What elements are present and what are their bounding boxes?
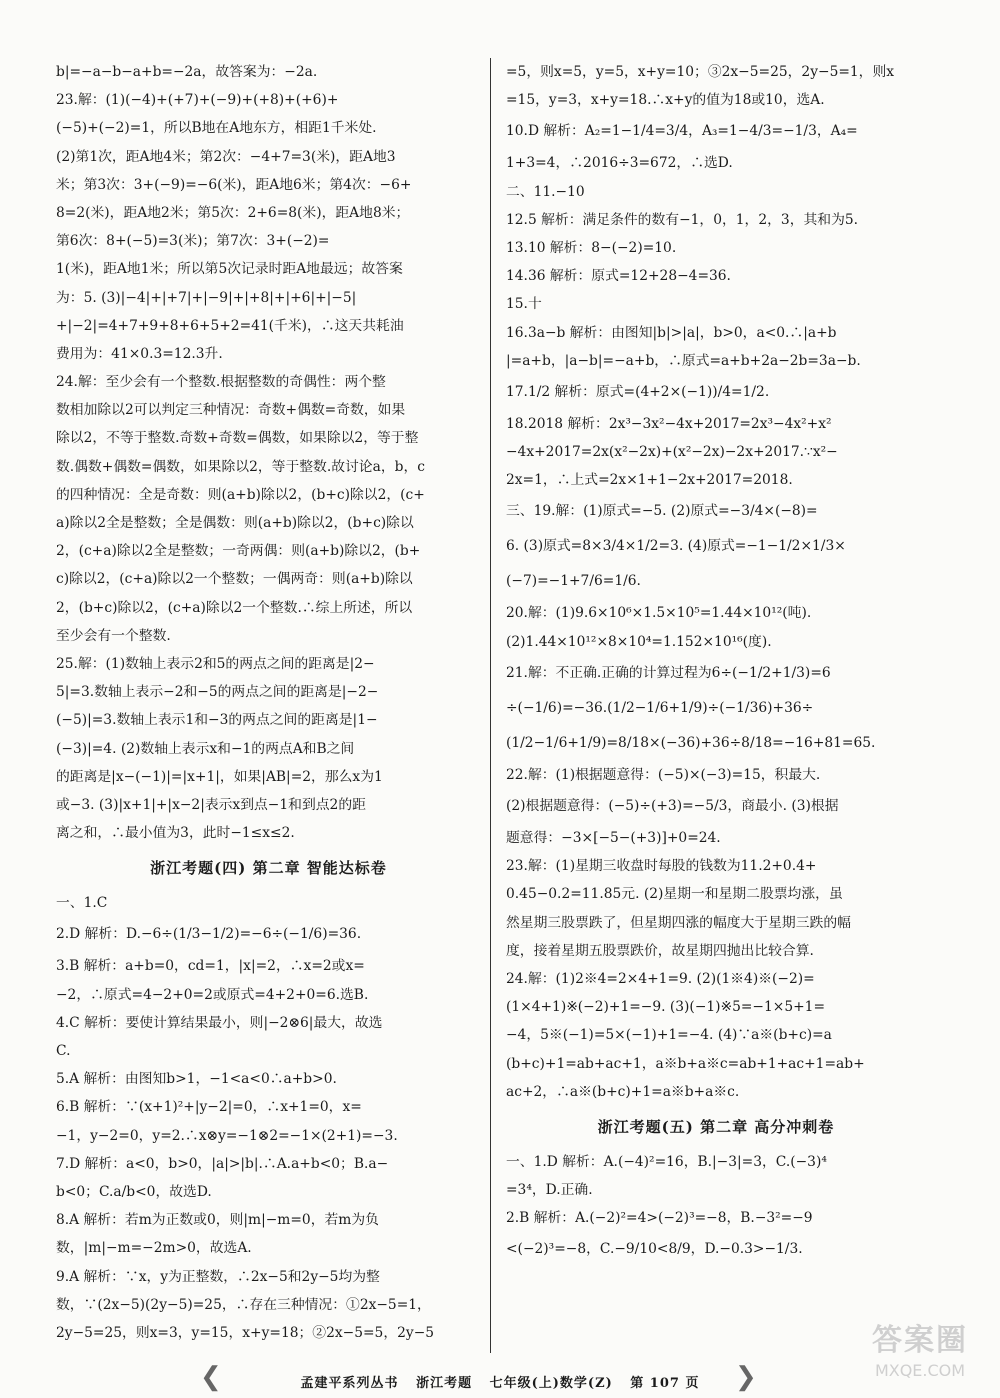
text-line: 第6次：8+(−5)=3(米)；第7次：3+(−2)=	[56, 233, 330, 250]
watermark-text: 答案圈	[872, 1323, 968, 1358]
column-divider	[490, 58, 491, 1353]
text-line: 数相加除以2可以判定三种情况：奇数+偶数=奇数，如果	[56, 402, 406, 419]
text-line: 10.D 解析：A₂=1−1/4=3/4，A₃=1−4/3=−1/3，A₄=	[506, 123, 858, 140]
text-line: <(−2)³=−8，C.−9/10<8/9，D.−0.3>−1/3.	[506, 1241, 803, 1258]
right-column	[506, 58, 926, 1267]
text-line: (−5)|=3.数轴上表示1和−3的两点之间的距离是|1−	[56, 712, 378, 729]
text-line: (1/2−1/6+1/9)=8/18×(−36)+36÷8/18=−16+81=65.	[506, 734, 876, 751]
text-line: (2)第1次，距A地4米；第2次：−4+7=3(米)，距A地3	[56, 148, 396, 165]
text-line: (2)1.44×10¹²×8×10⁴=1.152×10¹⁶(度).	[506, 633, 772, 650]
text-line: b|=−a−b−a+b=−2a，故答案为：−2a.	[56, 64, 318, 80]
text-line: 5.A 解析：由图知b>1，−1<a<0∴a+b>0.	[56, 1071, 337, 1088]
footer-book: 浙江考题	[416, 1376, 473, 1391]
text-line: 二、11.−10	[506, 183, 585, 200]
footer-page-number: 第 107 页	[630, 1376, 700, 1391]
left-ornament-icon: ❮	[200, 1362, 222, 1392]
footer-series: 孟建平系列丛书	[300, 1376, 399, 1391]
text-line: 至少会有一个整数.	[56, 627, 171, 644]
text-line: 2x=1，∴上式=2x×1+1−2x+2017=2018.	[506, 472, 793, 489]
section-title: 浙江考题(四) 第二章 智能达标卷	[150, 859, 387, 878]
text-line: 3.B 解析：a+b=0，cd=1，|x|=2，∴x=2或x=	[56, 958, 365, 975]
text-line: C.	[56, 1043, 71, 1059]
text-line: 13.10 解析：8−(−2)=10.	[506, 239, 677, 256]
footer-grade: 七年级(上)数学(Z)	[489, 1376, 613, 1391]
text-line: 7.D 解析：a<0，b>0，|a|>|b|.∴A.a+b<0；B.a−	[56, 1155, 389, 1172]
text-line: 的四种情况：全是奇数：则(a+b)除以2，(b+c)除以2，(c+	[56, 486, 425, 503]
text-line: (1×4+1)※(−2)+1=−9. (3)(−1)※5=−1×5+1=	[506, 999, 826, 1016]
text-line: 1+3=4，∴2016÷3=672，∴选D.	[506, 155, 733, 172]
text-line: 数.偶数+偶数=偶数，如果除以2，等于整数.故讨论a，b，c	[56, 458, 425, 475]
watermark-url: MXQE.COM	[874, 1361, 966, 1380]
text-line: 为：5. (3)|−4|+|+7|+|−9|+|+8|+|+6|+|−5|	[56, 289, 357, 306]
text-line: 20.解：(1)9.6×10⁶×1.5×10⁵=1.44×10¹²(吨).	[506, 605, 812, 622]
text-line: 2.B 解析：A.(−2)²=4>(−2)³=−8，B.−3²=−9	[506, 1210, 813, 1227]
text-line: 一、1.C	[56, 895, 108, 912]
text-line: 8=2(米)，距A地2米；第5次：2+6=8(米)，距A地8米；	[56, 204, 410, 221]
text-line: 0.45−0.2=11.85元. (2)星期一和星期二股票均涨，虽	[506, 886, 843, 903]
text-line: =5，则x=5，y=5，x+y=10；③2x−5=25，2y−5=1，则x	[506, 64, 895, 80]
text-line: =15，y=3，x+y=18.∴x+y的值为18或10，选A.	[506, 92, 825, 109]
text-line: −2，∴原式=4−2+0=2或原式=4+2+0=6.选B.	[56, 986, 369, 1003]
left-column	[56, 58, 481, 1347]
text-line: (−5)+(−2)=1，所以B地在A地东方，相距1千米处.	[56, 120, 377, 137]
text-line: c)除以2，(c+a)除以2一个整数；一偶两奇：则(a+b)除以	[56, 571, 413, 588]
text-line: 的距离是|x−(−1)|=|x+1|，如果|AB|=2，那么x为1	[56, 768, 383, 785]
text-line: 2y−5=25，则x=3，y=15，x+y=18；②2x−5=5，2y−5	[56, 1324, 435, 1341]
text-line: −4x+2017=2x(x²−2x)+(x²−2x)−2x+2017.∵x²−	[506, 444, 838, 461]
text-line: −1，y−2=0，y=2.∴x⊗y=−1⊗2=−1×(2+1)=−3.	[56, 1127, 398, 1144]
text-line: 15.十	[506, 296, 542, 313]
text-line: 12.5 解析：满足条件的数有−1，0，1，2，3，其和为5.	[506, 211, 859, 228]
text-line: 度，接着星期五股票跌价，故星期四抛出比较合算.	[506, 942, 814, 959]
text-line: 4.C 解析：要使计算结果最小，则|−2⊗6|最大，故选	[56, 1014, 383, 1031]
text-line: 三、19.解：(1)原式=−5. (2)原式=−3/4×(−8)=	[506, 503, 818, 520]
text-line: 数，|m|−m=−2m>0，故选A.	[56, 1240, 252, 1257]
text-line: 21.解：不正确.正确的计算过程为6÷(−1/2+1/3)=6	[506, 664, 831, 681]
text-line: 2.D 解析：D.−6÷(1/3−1/2)=−6÷(−1/6)=36.	[56, 926, 362, 943]
text-line: −4，5※(−1)=5×(−1)+1=−4. (4)∵a※(b+c)=a	[506, 1027, 832, 1044]
text-line: 25.解：(1)数轴上表示2和5的两点之间的距离是|2−	[56, 655, 375, 672]
text-line: b<0；C.a/b<0，故选D.	[56, 1183, 212, 1200]
text-line: 22.解：(1)根据题意得：(−5)×(−3)=15，积最大.	[506, 766, 821, 783]
text-line: 16.3a−b 解析：由图知|b|>|a|，b>0，a<0.∴|a+b	[506, 324, 837, 341]
text-line: 23.解：(1)星期三收盘时每股的钱数为11.2+0.4+	[506, 858, 817, 875]
text-line: +|−2|=4+7+9+8+6+5+2=41(千米)，∴这天共耗油	[56, 317, 404, 334]
text-line: 9.A 解析：∵x，y为正整数，∴2x−5和2y−5均为整	[56, 1268, 380, 1285]
text-line: 1(米)，距A地1米；所以第5次记录时距A地最远；故答案	[56, 261, 403, 278]
text-line: 14.36 解析：原式=12+28−4=36.	[506, 268, 731, 285]
text-line: ÷(−1/6)=−36.(1/2−1/6+1/9)÷(−1/36)+36÷	[506, 699, 814, 716]
text-line: 除以2，不等于整数.奇数+奇数=偶数，如果除以2，等于整	[56, 430, 419, 447]
text-line: 24.解：至少会有一个整数.根据整数的奇偶性：两个整	[56, 374, 386, 391]
text-line: 离之和，∴最小值为3，此时−1≤x≤2.	[56, 825, 295, 842]
text-line: a)除以2全是整数；全是偶数：则(a+b)除以2，(b+c)除以	[56, 515, 414, 531]
text-line: ac+2，∴a※(b+c)+1=a※b+a※c.	[506, 1083, 740, 1100]
text-line: (2)根据题意得：(−5)÷(+3)=−5/3，商最小. (3)根据	[506, 798, 839, 814]
text-line: (−3)|=4. (2)数轴上表示x和−1的两点A和B之间	[56, 740, 355, 757]
text-line: 数，∵(2x−5)(2y−5)=25，∴存在三种情况：①2x−5=1，	[56, 1296, 431, 1313]
right-ornament-icon: ❯	[735, 1362, 757, 1392]
section-title: 浙江考题(五) 第二章 高分冲刺卷	[597, 1117, 835, 1136]
text-line: |=a+b，|a−b|=−a+b，∴原式=a+b+2a−2b=3a−b.	[506, 352, 861, 369]
text-line: 24.解：(1)2※4=2×4+1=9. (2)(1※4)※(−2)=	[506, 970, 815, 987]
text-line: 18.2018 解析：2x³−3x²−4x+2017=2x³−4x²+x²	[506, 415, 832, 432]
text-line: 6. (3)原式=8×3/4×1/2=3. (4)原式=−1−1/2×1/3×	[506, 538, 846, 555]
text-line: (b+c)+1=ab+ac+1，a※b+a※c=ab+1+ac+1=ab+	[506, 1055, 865, 1072]
text-line: 题意得：−3×[−5−(+3)]+0=24.	[506, 830, 721, 846]
text-line: 6.B 解析：∵(x+1)²+|y−2|=0，∴x+1=0，x=	[56, 1099, 362, 1116]
text-line: 17.1/2 解析：原式=(4+2×(−1))/4=1/2.	[506, 383, 770, 400]
text-line: (−7)=−1+7/6=1/6.	[506, 573, 641, 590]
text-line: 或−3. (3)|x+1|+|x−2|表示x到点−1和到点2的距	[56, 796, 366, 813]
text-line: 米；第3次：3+(−9)=−6(米)，距A地6米；第4次：−6+	[56, 176, 412, 193]
watermark-logo	[845, 1322, 995, 1392]
text-line: =3⁴，D.正确.	[506, 1182, 593, 1199]
text-line: 5|=3.数轴上表示−2和−5的两点之间的距离是|−2−	[56, 684, 379, 701]
text-line: 然星期三股票跌了，但星期四涨的幅度大于星期三跌的幅	[506, 914, 851, 931]
text-line: 2，(b+c)除以2，(c+a)除以2一个整数.∴综上所述，所以	[56, 599, 413, 616]
text-line: 23.解：(1)(−4)+(+7)+(−9)+(+8)+(+6)+	[56, 92, 339, 109]
text-line: 一、1.D 解析：A.(−4)²=16，B.|−3|=3，C.(−3)⁴	[506, 1153, 827, 1170]
text-line: 8.A 解析：若m为正数或0，则|m|−m=0，若m为负	[56, 1212, 379, 1229]
text-line: 费用为：41×0.3=12.3升.	[56, 345, 223, 362]
text-line: 2，(c+a)除以2全是整数；一奇两偶：则(a+b)除以2，(b+	[56, 543, 421, 560]
